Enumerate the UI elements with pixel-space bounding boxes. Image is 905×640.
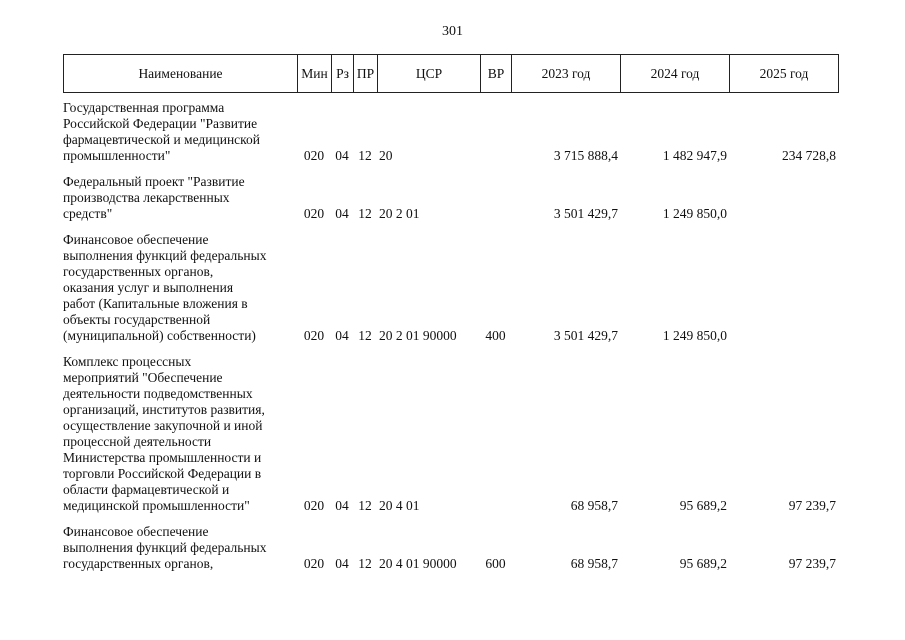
cell-pr: 12 <box>358 148 372 163</box>
header-2025: 2025 год <box>730 55 839 93</box>
name-line: осуществление закупочной и иной <box>63 418 263 433</box>
cell-rz: 04 <box>335 328 349 343</box>
cell-vr: 400 <box>485 328 506 343</box>
name-line: (муниципальной) собственности) <box>63 328 256 343</box>
name-line: Финансовое обеспечение <box>63 524 209 539</box>
cell-min: 020 <box>303 148 325 163</box>
row-name <box>63 516 297 574</box>
header-vr: ВР <box>481 55 512 93</box>
name-line: Федеральный проект "Развитие <box>63 174 245 189</box>
cell-min: 020 <box>303 498 325 513</box>
table-body <box>63 92 838 574</box>
name-line: государственных органов, <box>63 264 214 279</box>
table-row <box>63 516 838 574</box>
name-line: Финансовое обеспечение <box>63 232 209 247</box>
name-line: Российской Федерации "Развитие <box>63 116 258 131</box>
table-row <box>63 346 838 516</box>
name-line: фармацевтической и медицинской <box>63 132 261 147</box>
name-line: работ (Капитальные вложения в <box>63 296 248 311</box>
cell-csr: 20 2 01 <box>379 206 420 221</box>
cell-csr: 20 2 01 90000 <box>379 328 457 343</box>
cell-2023: 68 958,7 <box>570 556 618 571</box>
name-line: оказания услуг и выполнения <box>63 280 234 295</box>
name-line: Государственная программа <box>63 100 225 115</box>
header-name: Наименование <box>64 55 298 93</box>
header-rz: Рз <box>332 55 354 93</box>
cell-rz: 04 <box>335 556 349 571</box>
cell-vr <box>480 166 511 224</box>
header-2023: 2023 год <box>512 55 621 93</box>
table-row <box>63 92 838 166</box>
name-line: организаций, институтов развития, <box>63 402 265 417</box>
name-line: промышленности" <box>63 148 171 163</box>
table-row <box>63 166 838 224</box>
cell-2024: 95 689,2 <box>679 556 727 571</box>
cell-csr: 20 4 01 <box>379 498 420 513</box>
cell-rz: 04 <box>335 498 349 513</box>
cell-2023: 68 958,7 <box>570 498 618 513</box>
name-line: мероприятий "Обеспечение <box>63 370 223 385</box>
table-row <box>63 224 838 346</box>
cell-2023: 3 501 429,7 <box>553 206 618 221</box>
cell-2024: 1 249 850,0 <box>662 328 727 343</box>
name-line: производства лекарственных <box>63 190 230 205</box>
header-pr: ПР <box>354 55 378 93</box>
name-line: выполнения функций федеральных <box>63 540 267 555</box>
cell-rz: 04 <box>335 206 349 221</box>
name-line: государственных органов, <box>63 556 214 571</box>
page-number: 301 <box>442 24 463 39</box>
name-line: выполнения функций федеральных <box>63 248 267 263</box>
name-line: объекты государственной <box>63 312 211 327</box>
cell-pr: 12 <box>358 206 372 221</box>
cell-vr <box>480 346 511 516</box>
name-line: Министерства промышленности и <box>63 450 262 465</box>
cell-rz: 04 <box>335 148 349 163</box>
row-name <box>63 224 297 346</box>
table-header <box>63 54 839 93</box>
cell-2025 <box>729 224 838 346</box>
cell-2023: 3 501 429,7 <box>553 328 618 343</box>
cell-pr: 12 <box>358 328 372 343</box>
header-min: Мин <box>298 55 332 93</box>
header-csr: ЦСР <box>378 55 481 93</box>
name-line: торговли Российской Федерации в <box>63 466 262 481</box>
cell-csr: 20 <box>379 148 393 163</box>
row-name <box>63 346 297 516</box>
cell-2025: 97 239,7 <box>788 498 836 513</box>
name-line: процессной деятельности <box>63 434 212 449</box>
name-line: Комплекс процессных <box>63 354 192 369</box>
name-line: деятельности подведомственных <box>63 386 253 401</box>
name-line: средств" <box>63 206 113 221</box>
cell-pr: 12 <box>358 498 372 513</box>
cell-2025: 234 728,8 <box>782 148 836 163</box>
name-line: области фармацевтической и <box>63 482 230 497</box>
cell-csr: 20 4 01 90000 <box>379 556 457 571</box>
row-name <box>63 166 297 224</box>
cell-min: 020 <box>303 328 325 343</box>
cell-min: 020 <box>303 556 325 571</box>
cell-2025 <box>729 166 838 224</box>
row-name <box>63 92 297 166</box>
cell-2024: 1 249 850,0 <box>662 206 727 221</box>
header-2024: 2024 год <box>621 55 730 93</box>
cell-vr <box>480 92 511 166</box>
cell-vr: 600 <box>485 556 506 571</box>
cell-2023: 3 715 888,4 <box>553 148 618 163</box>
cell-pr: 12 <box>358 556 372 571</box>
cell-2025: 97 239,7 <box>788 556 836 571</box>
cell-min: 020 <box>303 206 325 221</box>
name-line: медицинской промышленности" <box>63 498 250 513</box>
cell-2024: 95 689,2 <box>679 498 727 513</box>
cell-2024: 1 482 947,9 <box>662 148 727 163</box>
